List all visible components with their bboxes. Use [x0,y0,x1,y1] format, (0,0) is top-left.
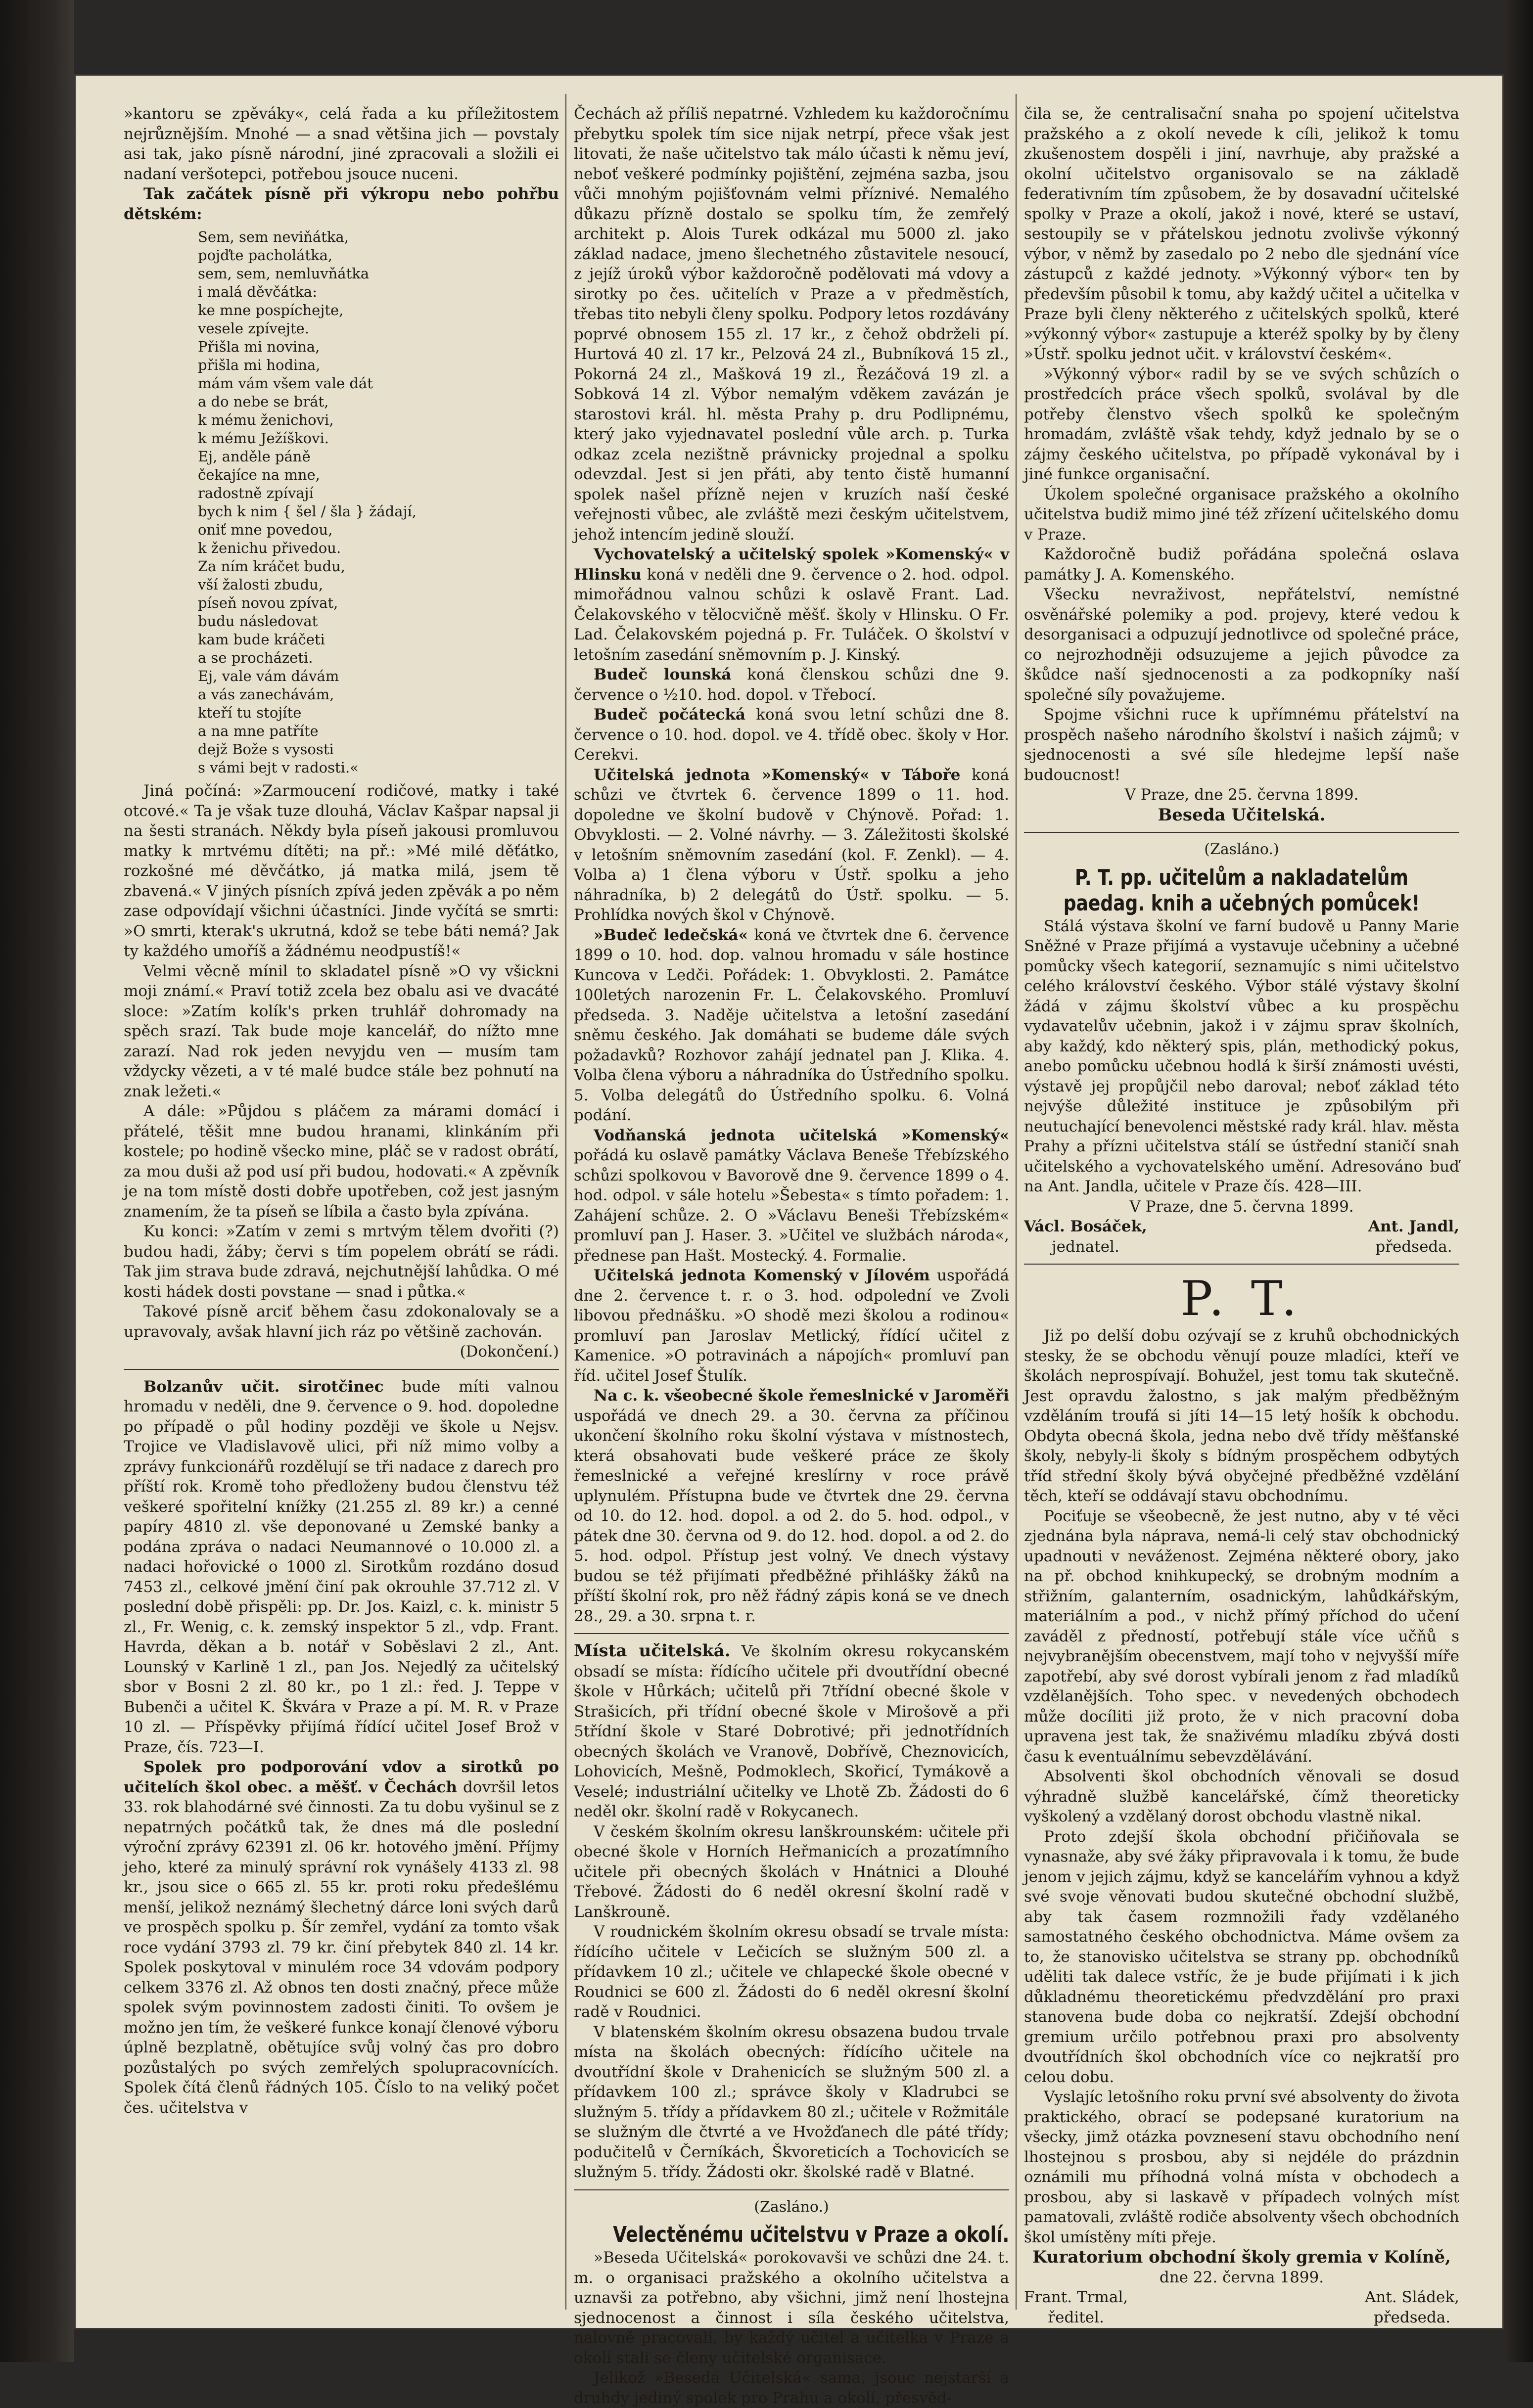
poem-line: a na mne patříte [198,723,319,739]
paragraph: A dále: »Půjdou s pláčem za márami domácí i přátelé, těšit mne budou hranami, klinkáním při kostele; po hodině všecko mine, pláč se v radost obrátí, za mou duši až pod usí při budou, hodovati.« A zpěvník je na tom místě dosti dobře upotřeben, což jest jasným znamením, že ta píseň se líbila a často byla zpívána. [124,1102,559,1221]
signature-name: Václ. Bosáček, [1024,1218,1147,1235]
poem-line: k mému ženichovi, [198,411,334,428]
notice-heading: Vychovatelský a učitelský spolek »Komenský« v Hlinsku [574,545,1009,584]
notice-heading: Budeč počátecká [594,706,745,724]
column-1 [124,104,559,2300]
notice-heading: Vodňanská jednota učitelská »Komenský« [594,1126,1009,1144]
continuation-note: (Dokončení.) [460,1343,559,1361]
newspaper-page [74,74,1504,2407]
poem-line: i malá děvčátka: [198,283,317,300]
poem-line: vší žalosti zbudu, [198,576,324,593]
paragraph: Vyslajíc letošního roku první své absolventy do života praktického, obrací se podepsané kuratorium na všecky, jimž otázka povznesení stavu obchodního není lhostejnou s prosbou, aby si nejdéle do prázdnin oznámili mu příhodná volná místa v obchodech a prosbou, aby si laskavě v případech volných míst pamatovali, zvláště rodiče absolventy všech obchodních škol umístěny míti přeje. [1024,2088,1459,2246]
column-rule [1016,94,1017,2310]
scan-left-edge [0,0,74,2362]
dateline: V Praze, dne 25. června 1899. [1124,786,1359,804]
notice-text: koná svou letní schůzi dne 8. července o 10. hod. dopol. ve 4. třídě obec. školy v Hor. Cerekvi. [574,706,1009,764]
notice-heading: Budeč lounská [594,666,732,683]
notice-heading: Na c. k. všeobecné škole řemeslnické v Jaroměři [594,1387,1009,1405]
notice-text: dovršil letos 33. rok blahodárné své činnosti. Za tu dobu vyšinul se z nepatrných počátků tak, že dnes má dle poslední výroční zprávy 62391 zl. 06 kr. hotového jmění. Příjmy jeho, které za minulý správní rok vynášely 4133 zl. 98 kr., jsou sice o 665 zl. 55 kr. proti roku předešlému menší, jelikož neznámý šlechetný dárce loni svých darů ve prospěch spolku p. Šír zemřel, vydání za tomto však roce vydání 3793 zl. 79 kr. činí přebytek 840 zl. 14 kr. Spolek poskytoval v minulém roce 34 vdovám podpory celkem 3376 zl. Až obnos ten dosti značný, přece může spolek svým povinnostem zadosti činiti. To ovšem je možno jen tím, že veškeré funkce konají členové výboru úplně bezplatně, obětujíce svůj volný čas pro dobro pozůstalých po svých zemřelých spolupracovnících. Spolek čítá členů řádných 105. Číslo to na veliký počet čes. učitelstva v [124,1778,559,2117]
signature-name: Ant. Jandl, [1368,1218,1459,1235]
notice-text: uspořádá ve dnech 29. a 30. června za příčinou ukončení školního roku školní výstava v místnostech, která obsahovati bude veškeré práce ze školy řemeslnické a veřejné kreslírny v roce právě uplynulém. Přístupna bude ve čtvrtek dne 29. června od 10. do 12. hod. dopol. a od 2. do 5. hod. odpol., v pátek dne 30. června od 9. do 12. hod. dopol. a od 2. do 5. hod. odpol. Přístup jest volný. Ve dnech výstavy budou se též přijímati předběžné přihlášky žáků na příští školní rok, pro něž řádný zápis koná se ve dnech 28., 29. a 30. srpna t. r. [574,1407,1009,1625]
poem-line: k ženichu přivedou. [198,540,341,556]
notice-text: V českém školním okresu lanškrounském: učitele při obecné škole v Horních Heřmanicích a prozatímního učitele při obecných školách v Hnátnici a Dlouhé Třebové. Žádosti do 6 neděl okresní školní radě v Lanškrouně. [574,1822,1009,1921]
poem-line: čekajíce na mne, [198,466,320,483]
poem-line: ke mne pospíchejte, [198,302,344,318]
paragraph: »Beseda Učitelská« porokovavši ve schůzi dne 24. t. m. o organisaci pražského a okolního učitelstva a uznavši za potřebno, aby všichni, jimž není lhostejna sjednocenost a činnost i síla českého učitelstva, nalovně pracovali, by každý učitel a učitelka v Praze a okolí stali se členy učitelské organisace. [574,2249,1009,2367]
notice-text: koná ve čtvrtek dne 6. července 1899 o 10. hod. dop. valnou hromadu v sále hostince Kuncova v Ledči. Pořádek: 1. Obvyklosti. 2. Památce 100letých narozenin Fr. L. Čelakovského. Promluví předseda. 3. Naděje učitelstva a letošní zasedání sněmu českého. Jak domáhati se budeme dále svých požadavků? Rozhovor zahájí jednatel pan J. Klika. 4. Volba člena výboru a náhradníka do Ústředního spolku. 5. Volba delegátů do Ústředního spolku. 6. Volná podání. [574,926,1009,1124]
poem-line: radostně zpívají [198,485,314,501]
notice-text: koná schůzi ve čtvrtek 6. července 1899 o 11. hod. dopoledne ve školní budově v Chýnově. Pořad: 1. Obvyklosti. — 2. Volné návrhy. — 3. Záležitosti školské v letošním sněmovním zasedání (kol. F. Zenkl). — 4. Volba a) 1 člena výboru v Ústř. spolku a jeho náhradníka, b) 2 delegátů do Ústř. spolku. — 5. Prohlídka nových škol v Chýnově. [574,766,1009,924]
poem-line: a do nebe se brát, [198,393,329,410]
column-2 [574,104,1010,2407]
notice-text: pořádá ku oslavě památky Václava Beneše Třebízského schůzi spolkovou v Bavorově dne 9. července 1899 o 4. hod. odpol. v sále hotelu »Šebesta« s tímto pořadem: 1. Zahájení schůze. 2. O »Václavu Beneši Třebízském« promluví pan J. Haser. 3. »Učitel ve službách národa«, přednese pan Hašt. Mostecký. 4. Formalie. [574,1146,1009,1265]
paragraph: Pociťuje se všeobecně, že jest nutno, aby v té věci zjednána byla náprava, nemá-li celý stav obchodnický upadnouti v neváženost. Zejména některé obory, jako na př. obchod knihkupecký, se drobným modním a střižním, galanterním, osadnickým, lahůdkářským, materiálním a pod., v nichž přímý příchod do učení zaváděl z předností, potřebují stále více učňů s nejvybranějším obecenstvem, mají toho v nejvyšší míře zapotřebí, aby své dorost vybírali jenom z řad mladíků vzdělanějších. Toho spec. v nevedených obchodech může docíliti již proto, že v nich pracovní doba upravena jest tak, že snaživému mladíku zbývá dosti času k eventuálnímu sebevzdělávání. [1024,1507,1459,1766]
paragraph: Úkolem společné organisace pražského a okolního učitelstva budiž mimo jiné též zřízení učitelského domu v Praze. [1024,485,1459,544]
notice-text: uspořádá dne 2. července t. r. o 3. hod. odpolední ve Zvoli libovou přednášku. »O shodě mezi školou a rodinou« promluví pan Jaroslav Metlický, řídící učitel z Kamenice. »O potravinách a nápojích« promluví pan říd. učitel Josef Štulík. [574,1267,1009,1385]
signature: Kuratorium obchodní školy gremia v Kolíně, [1032,2247,1451,2267]
poem-line: Za ním kráčet budu, [198,558,346,575]
column-3 [1024,104,1459,2326]
paragraph: Velmi věcně mínil to skladatel písně »O vy všickni moji známí.« Praví totiž zcela bez obalu asi ve dvacáté sloce: »Zatím kolík's prken truhlář dohromady na spěch srazí. Tak bude moje kancelář, do nížto mne zarazí. Nad rok jeden nevyjdu ven — musím tam vždycky vězeti, a v té malé budce stále bez pohnutí na znak ležeti.« [124,962,559,1100]
paragraph: čila se, že centralisační snaha po spojení učitelstva pražského a z okolí nevede k cíli, jelikož k tomu zkušenostem dospěli i jiní, navrhuje, aby pražské a okolní učitelstvo organisovalo se na základě federativním tím způsobem, že by dosavadní učitelské spolky v Praze a okolí, jakož i nové, které se ustaví, sestoupily se v přátelskou jednotu zvolivše výkonný výbor, v němž by zasedalo po 2 nebo dle sjednání více zástupců z každé jednoty. »Výkonný výbor« ten by především působil k tomu, aby každý učitel a učitelka v Praze byli členy některého z učitelských spolků, které »výkonný výbor« zastupuje a kteréž spolky by by členy »Ústř. spolku jednot učit. v království českém«. [1024,105,1459,363]
scan-right-edge [1504,0,1533,2362]
section-heading: P. T. pp. učitelům a nakladatelům paedag. knih a učebných pomůcek! [1063,864,1420,916]
poem-line: budu následovat [198,613,318,630]
poem-line: a vás zanechávám, [198,686,334,703]
poem-line: s vámi bejt v radosti.« [198,759,359,776]
column-rule [565,94,566,2310]
separator [124,1369,559,1370]
notice-text: V roudnickém školním okresu obsadí se trvale místa: řídícího učitele v Lečicích se služným 500 zl. a přídavkem 10 zl.; učitele ve chlapecké škole obecné v Roudnici se 600 zl. Žádosti do 6 neděl okresní školní radě v Roudnici. [574,1923,1009,2021]
signature-role: ředitel. [1048,2308,1104,2326]
notice-text: Ve školním okresu rokycanském obsadí se místa: řídícího učitele při dvoutřídní obecné škole v Hůrkách; učitelů při 7třídní obecné škole v Strašicích, při třídní obecné škole v Mirošově a při 5třídní škole v Staré Dobrotivé; při jednotřídních obecných školách ve Vranově, Dobřívě, Cheznovicích, Lohovicích, Mešně, Podmoklech, Skořicí, Tymákově a Veselé; industriální učitelky ve Lhotě Zb. Žádosti do 6 neděl okr. školní radě v Rokycanech. [574,1642,1009,1820]
notice-heading: Bolzanův učit. sirotčinec [143,1377,384,1396]
poem-line: pojďte pacholátka, [198,247,333,264]
paragraph: »Výkonný výbor« radil by se ve svých schůzích o prostředcích práce všech spolků, svolával by dle potřeby členstvo všech spolků ke společným hromadám, zvláště však tehdy, když jednalo by se o zájmy českého učitelstva, po případě vykonával by i jiné funkce organisační. [1024,365,1459,483]
signature-role: předseda. [1373,2308,1451,2326]
signature: Beseda Učitelská. [1158,805,1326,825]
paragraph: Jiná počíná: »Zarmoucení rodičové, matky i také otcové.« Ta je však tuze dlouhá, Václav Kašpar napsal ji na šesti stranách. Někdy byla píseň jakousi promluvou matky k mrtvému dítěti; na př.: »Mé milé děťátko, rozkošné mé děvčátko, já matka milá, jsem tě zbavená.« V jiných písních zpívá jeden zpěvák a po něm zase odpovídají všichni účastníci. Jinde vyčítá se smrti: »O smrti, kterak's ukrutná, kdož se tebe báti nemá? Jak ty každého umoříš a žádnému neodpustíš!« [124,782,559,960]
paragraph: Čechách až příliš nepatrné. Vzhledem ku každoročnímu přebytku spolek tím sice nijak netrpí, přece však jest litovati, že naše učitelstvo tak málo účasti k němu jeví, neboť veškeré podmínky pojištění, zejména sazba, jsou vůči mnohým pojišťovnám velmi příznivé. Nemalého důkazu přízně dostalo se spolku tím, že zemřelý architekt p. Alois Turek odkázal mu 5000 zl. jako základ nadace, jmeno šlechetného zůstavitele nesoucí, z jejíž úroků výbor každoročně podělovati má vdovy a sirotky po čes. učitelích v Praze a v předměstích, třebas tito nebyli členy spolku. Podpory letos rozdávány poprvé obnosem 155 zl. 17 kr., z čehož obdrželi pí. Hurtová 40 zl. 17 kr., Pelzová 24 zl., Bubníková 15 zl., Pokorná 24 zl., Mašková 19 zl., Řezáčová 19 zl. a Sobková 14 zl. Výbor nemalým vděkem zavázán je starostovi král. hl. města Prahy p. dru Podlipnému, který jako vyjednavatel poslední vůle arch. p. Turka odkaz zcela nezištně právnicky projednal a spolku odevzdal. Jest si jen přáti, aby tento čistě humanní spolek našel přízně nejen v kruzích naší české veřejnosti vůbec, ale zvláště mezi českým učitelstvem, jehož intencím jedině slouží. [574,105,1009,544]
notice-text: bude míti valnou hromadu v neděli, dne 9. července o 9. hod. dopoledne po případě o půl hodiny později ve škole u Nejsv. Trojice ve Vladislavově ulici, při níž mimo volby a zprávy funkcionářů rozdělují se tři nadace z darech pro příští rok. Kromě toho předloženy budou členstvu též veškeré spořitelní knížky (21.255 zl. 89 kr.) a cenné papíry 4810 zl. vše deponované u Zemské banky a podána zpráva o nadaci Neumannové o 10.000 zl. a nadaci hořovické o 1000 zl. Sirotkům rozdáno dosud 7453 zl., celkové jmění činí pak okrouhle 37.712 zl. V poslední době přispěli: pp. Dr. Jos. Kaizl, c. k. ministr 5 zl., Fr. Wenig, c. k. zemský inspektor 5 zl., vdp. Frant. Havrda, děkan a b. notář v Soběslavi 2 zl., Ant. Lounský v Karlině 1 zl., pan Jos. Nejedlý za učitelský sbor v Bosni 2 zl. 80 kr., po 1 zl.: řed. J. Teppe v Bubenči a učitel K. Škvára v Praze a pí. M. R. v Praze 10 zl. — Příspěvky přijímá řídící učitel Josef Brož v Praze, čís. 723—I. [124,1377,559,1756]
notice-text: koná členskou schůzi dne 9. července o ½10. hod. dopol. v Třebocí. [574,666,1009,704]
poem-line: a se procházeti. [198,649,313,666]
notice-heading: Učitelská jednota »Komenský« v Táboře [594,766,961,784]
paragraph: Každoročně budiž pořádána společná oslava památky J. A. Komenského. [1024,545,1459,584]
poem-line: přišla mi hodina, [198,357,321,373]
section-heading: Velectěnému učitelstvu v Praze a okolí. [613,2222,1010,2247]
paragraph: Proto zdejší škola obchodní přičiňovala se vynasnaže, aby své žáky připravovala i k tomu, že bude jenom v jejich zájmu, když se kancelářím vyhnou a když své svoje věnovati budou skutečné obchodní službě, aby tak časem rozmnožili řady vzdělaného samostatného českého obchodnictva. Máme ovšem za to, že stanovisko učitelstva se strany pp. obchodníků uděliti tak dalece vstříc, že je bude přijímati i k jich důkladnému theoretickému předvzdělání pro praxi stanovena bude doba co nejkratší. Zdejší obchodní gremium určilo potřebnou praxi pro absolventy dvoutřídních škol obchodních více co nejkratší pro celou dobu. [1024,1827,1459,2086]
notice-heading: »Budeč ledečská« [594,926,748,944]
signature-role: jednatel. [1052,1237,1119,1256]
separator [1024,1264,1459,1265]
paragraph: Stálá výstava školní ve farní budově u Panny Marie Sněžné v Praze přijímá a vystavuje učebniny a učebné pomůcky všech kategorií, seznamujíc s nimi učitelstvo celého království českého. Výbor stálé výstavy školní žádá v zájmu školství vůbec a ku prospěchu vydavatelův učebnin, jakož i v zájmu sprav školních, aby každý, kdo některý spis, plán, methodický pokus, anebo pomůcku učebnou hodlá k širší známosti uvésti, výstavě jej propůjčil nebo daroval; neboť základ této nejvýše důležité instituce je způsobilým při neutuchající benevolenci městské rady král. hlav. města Prahy a přízni učitelstva stálí se ústřední staničí snah učitelského a vychovatelského umění. Adresováno buď na Ant. Jandla, učitele v Praze čís. 428—III. [1024,917,1459,1195]
notice-text: koná v neděli dne 9. července o 2. hod. odpol. mimořádnou valnou schůzi k oslavě Frant. Lad. Čelakovského v tělocvičně měšť. školy v Hlinsku. O Fr. Lad. Čelakovském pojedná p. Fr. Tuláček. O školství v letošním zasedání sněmovním p. J. Kinský. [574,565,1009,664]
poem-line: vesele zpívejte. [198,320,309,337]
paragraph: Absolventi škol obchodních věnovali se dosud výhradně službě kancelářské, čímž theoreticky vyškolený a vzdělaný dorost obchodu vlastně nikal. [1024,1768,1459,1825]
poem-line: dejž Bože s vysosti [198,741,334,758]
dateline: V Praze, dne 5. června 1899. [1129,1197,1354,1216]
signature-block [1024,2287,1459,2327]
paragraph: Spojme všichni ruce k upřímnému přátelství na prospěch našeho národního školství i našich zájmů; v sjednocenosti a své síle hledejme lepší naše budoucnost! [1024,706,1459,784]
section-heading: P. T. [1180,1271,1303,1326]
poem-line: Přišla mi novina, [198,338,320,355]
zaslano-label: (Zasláno.) [1204,841,1279,858]
poem-line: bych k nim { šel / šla } žádají, [198,503,417,520]
poem-line: Sem, sem neviňátka, [198,228,349,245]
notice-heading: Spolek pro podporování vdov a sirotků po učitelích škol obec. a měšť. v Čechách [124,1758,559,1796]
paragraph: Tak začátek písně při výkropu nebo pohřbu dětském: [124,185,559,223]
separator [574,1633,1009,1634]
poem-line: Ej, anděle páně [198,448,311,465]
poem-line: Ej, vale vám dávám [198,668,339,684]
poem-line: píseň novou zpívat, [198,594,338,611]
signature-name: Frant. Trmal, [1024,2288,1128,2306]
paragraph: Takové písně arciť během času zdokonalovaly se a upravovaly, avšak hlavní jich ráz po většině zachován. [124,1303,559,1341]
signature-name: Ant. Sládek, [1365,2288,1459,2306]
funeral-poem [198,228,559,777]
poem-line: oniť mne povedou, [198,521,333,538]
notice-text: V blatenském školním okresu obsazena budou trvale místa na školách obecných: řídícího učitele na dvoutřídní škole v Drahenicích se služným 500 zl. a přídavkem 100 zl.; správce školy v Kladrubci se služným 5. třídy a přídavkem 80 zl.; učitele v Rožmitále se služným dle čtvrté a ve Hvožďanech dle páté třídy; podučitelů v Černíkách, Škvoreticích a Tochovicích se služným 5. třídy. Žádosti okr. školské radě v Blatné. [574,2023,1009,2181]
poem-line: sem, sem, nemluvňátka [198,265,370,282]
signature-block [1024,1217,1459,1257]
separator [574,2189,1009,2190]
notice-heading: Učitelská jednota Komenský v Jílovém [594,1267,930,1284]
signature-role: předseda. [1375,1237,1452,1256]
poem-line: k mému Ježíškovi. [198,430,329,447]
poem-line: kam bude kráčeti [198,631,325,648]
paragraph: Všecku nevraživost, nepřátelství, nemístné osvěnářské polemiky a pod. projevy, které vedou k desorganisaci a odpuzují jednotlivce od společné práce, co nejrozhodněji odsuzujeme a jejich původce za škůdce naší sjednocenosti a za podkopníky naší společné síly považujeme. [1024,586,1459,704]
separator [1024,832,1459,833]
section-heading: Místa učitelská. [574,1641,731,1661]
paragraph: Jelikož »Beseda Učitelská« sama, jsouc nejstarší a druhdy jediný spolek pro Prahu a okolí, přesvěd- [574,2369,1009,2407]
paragraph: Ku konci: »Zatím v zemi s mrtvým tělem dvořiti (?) budou hadi, žáby; červi s tím popelem obrátí se rádi. Tak jim strava bude zdravá, nejchutnější lahůdka. O mé kosti hádek dosti povstane — snad i půtka.« [124,1223,559,1301]
zaslano-label: (Zasláno.) [754,2198,829,2216]
paragraph: »kantoru se zpěváky«, celá řada a ku příležitostem nejrůznějším. Mnohé — a snad většina jich — povstaly asi tak, jako písně národní, jiné zpracovali a složili ei nadaní veršotepci, potřebou jsouce nuceni. [124,105,559,183]
poem-line: kteří tu stojíte [198,704,302,721]
poem-line: mám vám všem vale dát [198,375,373,392]
dateline: dne 22. června 1899. [1159,2268,1324,2286]
paragraph: Již po delší dobu ozývají se z kruhů obchodnických stesky, že se obchodu věnují pouze mladíci, kteří ve školách neprospívají. Bohužel, jest tomu tak skutečně. Jest opravdu žalostno, s jak malým předběžným vzděláním troufá si jíti 14—15 letý hošík k obchodu. Obdyta obecná škola, jedna nebo dvě třídy měšťanské školy, nebyly-li školy s bídným prospěchem odbytých tříd střední školy bývá obyčejné předběžné vzdělání těch, kteří se oddávají stavu obchodnímu. [1024,1327,1459,1505]
